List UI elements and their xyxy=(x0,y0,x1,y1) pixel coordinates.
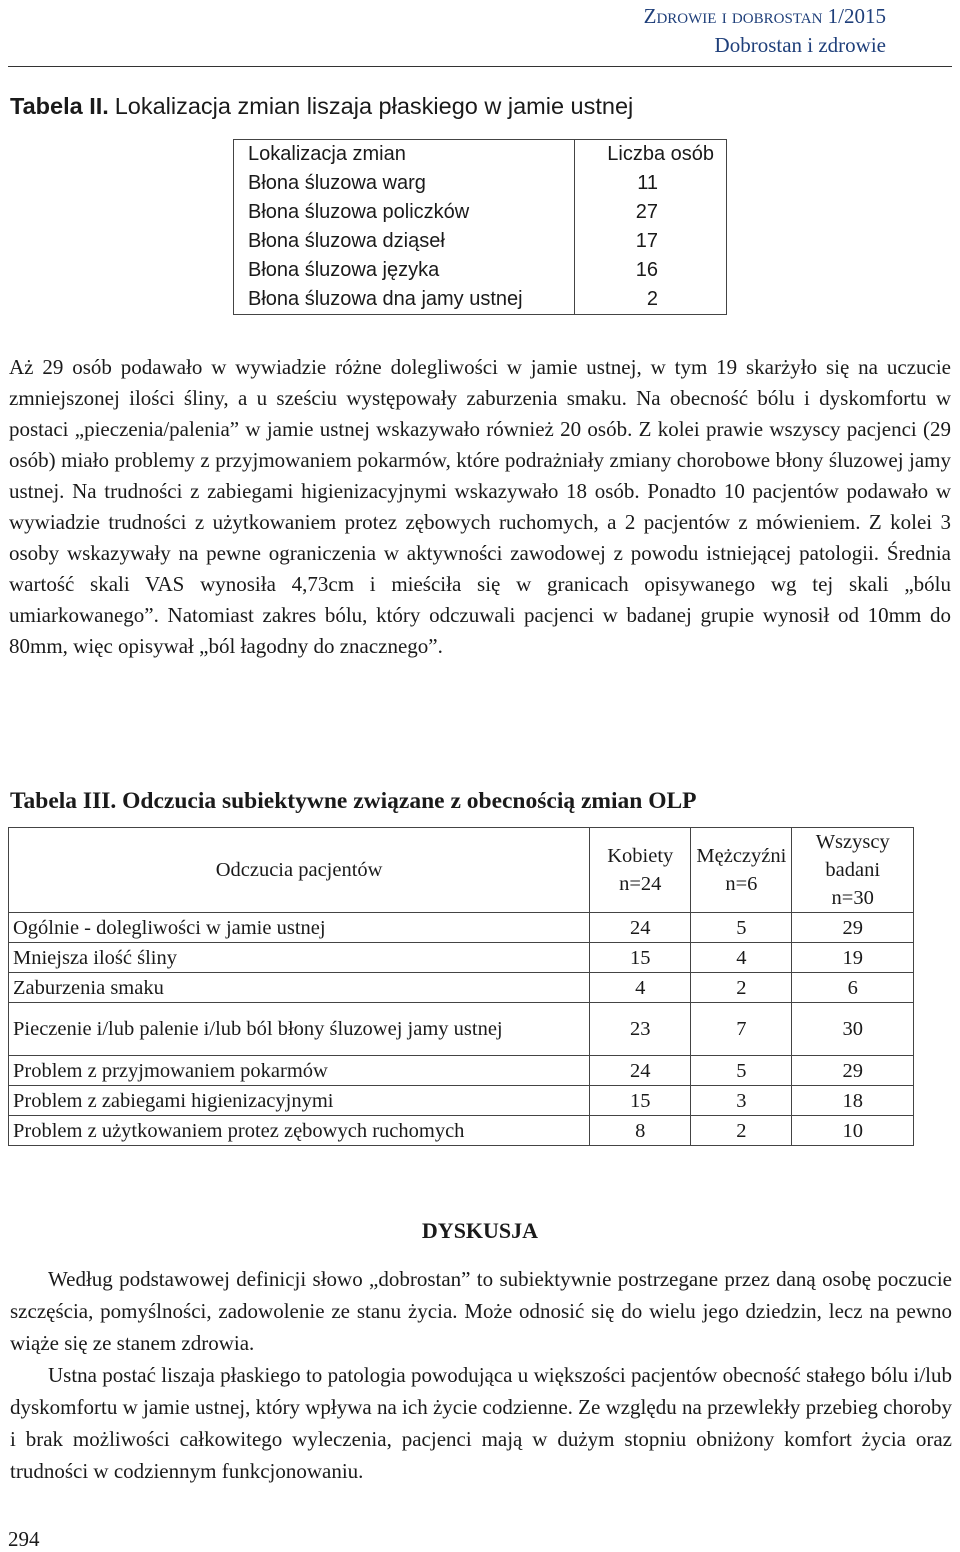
table3-cell: Problem z przyjmowaniem pokarmów xyxy=(9,1056,590,1086)
table3-cell: 30 xyxy=(792,1003,914,1056)
table3-cell: Zaburzenia smaku xyxy=(9,973,590,1003)
table3-cell: 5 xyxy=(691,913,792,943)
page-number: 294 xyxy=(8,1527,40,1551)
table2-cell: Błona śluzowa języka xyxy=(234,256,575,285)
table-row xyxy=(9,1116,914,1146)
table3-col-women: Kobiety n=24 xyxy=(590,828,691,913)
table2-cell: Błona śluzowa dna jamy ustnej xyxy=(234,285,575,315)
table2-cell: 11 xyxy=(575,169,727,198)
table3-cell: 29 xyxy=(792,913,914,943)
table3-cell: Mniejsza ilość śliny xyxy=(9,943,590,973)
table2-caption xyxy=(10,93,633,121)
discussion-paragraph: Ustna postać liszaja płaskiego to patologia powodująca u większości pacjentów obecność stałego bólu i/lub dyskomfortu w jamie ustnej, który wpływa na ich życie codzienne. Ze względu na przewlekły przebieg choroby i brak możliwości całkowitego wyleczenia, pacjenci mają w dużym stopniu obniżony komfort życia oraz trudności w codziennym funkcjonowaniu. xyxy=(10,1363,952,1483)
table-row xyxy=(9,1056,914,1086)
table-row xyxy=(9,1086,914,1116)
table-row xyxy=(234,227,727,256)
table2-cell: 27 xyxy=(575,198,727,227)
table3-cell: 15 xyxy=(590,1086,691,1116)
table-row xyxy=(9,973,914,1003)
results-paragraph: Aż 29 osób podawało w wywiadzie różne dolegliwości w jamie ustnej, w tym 19 skarżyło się na uczucie zmniejszonej ilości śliny, a u sześciu występowały zaburzenia smaku. Na obecność bólu i dyskomfortu w postaci „pieczenia/palenia” w jamie ustnej wskazywało również 20 osób. Z kolei prawie wszyscy pacjenci (29 osób) miało problemy z przyjmowaniem pokarmów, które podrażniały zmiany chorobowe błony śluzowej jamy ustnej. Na trudności z zabiegami higienizacyjnymi wskazywało 18 osób. Ponadto 10 pacjentów podawało w wywiadzie trudności z użytkowaniem protez zębowych ruchomych, a 2 pacjentów z mówieniem. Z kolei 3 osoby wskazywały na pewne ograniczenia w aktywności zawodowej z powodu istniejącej patologii. Średnia wartość skali VAS wynosiła 4,73cm i mieściła się w granicach opisywanego wg tej skali „bólu umiarkowanego”. Natomiast zakres bólu, który odczuwali pacjenci w badanej grupie wynosił od 10mm do 80mm, więc opisywał „ból łagodny do znacznego”. xyxy=(9,355,951,658)
journal-subtitle: Dobrostan i zdrowie xyxy=(714,33,886,57)
table3-cell: 2 xyxy=(691,1116,792,1146)
table3-header-row xyxy=(9,828,914,913)
discussion-paragraph: Według podstawowej definicji słowo „dobrostan” to subiektywnie postrzegane przez daną osobę poczucie szczęścia, pomyślności, zadowolenie ze stanu życia. Może odnosić się do wielu jego dziedzin, lecz na pewno wiąże się ze stanem zdrowia. xyxy=(10,1267,952,1355)
table3-cell: 5 xyxy=(691,1056,792,1086)
table3-cell: 19 xyxy=(792,943,914,973)
journal-header: Zdrowie i dobrostan 1/2015 xyxy=(643,4,886,28)
table3-caption: Tabela III. Odczucia subiektywne związane z obecnością zmian OLP xyxy=(10,788,697,814)
table3 xyxy=(8,827,914,1146)
table3-cell: 6 xyxy=(792,973,914,1003)
table3-cell: Ogólnie - dolegliwości w jamie ustnej xyxy=(9,913,590,943)
table-row xyxy=(234,169,727,198)
table3-cell: Pieczenie i/lub palenie i/lub ból błony śluzowej jamy ustnej xyxy=(9,1003,590,1056)
table2-cell: 17 xyxy=(575,227,727,256)
table-row xyxy=(9,1003,914,1056)
discussion-heading: DYSKUSJA xyxy=(421,1218,539,1243)
table-row xyxy=(234,256,727,285)
table3-cell: 4 xyxy=(691,943,792,973)
discussion-body xyxy=(10,1263,952,1487)
table3-cell: 10 xyxy=(792,1116,914,1146)
table-row xyxy=(234,285,727,315)
table3-col-feelings: Odczucia pacjentów xyxy=(9,828,590,913)
table2-title: Lokalizacja zmian liszaja płaskiego w jamie ustnej xyxy=(114,93,634,119)
table3-cell: 18 xyxy=(792,1086,914,1116)
table2-cell: Błona śluzowa dziąseł xyxy=(234,227,575,256)
table-row xyxy=(234,198,727,227)
table3-cell: 8 xyxy=(590,1116,691,1146)
table-row xyxy=(9,943,914,973)
table2-label: Tabela II. xyxy=(10,93,109,119)
table3-cell: 7 xyxy=(691,1003,792,1056)
table2-header-row xyxy=(234,140,727,170)
table3-col-all: Wszyscy badani n=30 xyxy=(792,828,914,913)
table3-cell: 23 xyxy=(590,1003,691,1056)
table2 xyxy=(233,139,727,315)
table3-cell: 24 xyxy=(590,913,691,943)
table-row xyxy=(9,913,914,943)
table2-col-location: Lokalizacja zmian xyxy=(234,140,575,170)
table2-cell: Błona śluzowa policzków xyxy=(234,198,575,227)
table3-cell: Problem z zabiegami higienizacyjnymi xyxy=(9,1086,590,1116)
table2-cell: 16 xyxy=(575,256,727,285)
table3-cell: 29 xyxy=(792,1056,914,1086)
table2-cell: Błona śluzowa warg xyxy=(234,169,575,198)
table3-cell: 15 xyxy=(590,943,691,973)
table3-cell: 3 xyxy=(691,1086,792,1116)
table3-cell: 4 xyxy=(590,973,691,1003)
table2-cell: 2 xyxy=(575,285,727,315)
header-rule xyxy=(8,66,952,67)
table3-cell: 2 xyxy=(691,973,792,1003)
table2-col-count: Liczba osób xyxy=(575,140,727,170)
table3-cell: 24 xyxy=(590,1056,691,1086)
table3-col-men: Mężczyźni n=6 xyxy=(691,828,792,913)
table3-cell: Problem z użytkowaniem protez zębowych ruchomych xyxy=(9,1116,590,1146)
